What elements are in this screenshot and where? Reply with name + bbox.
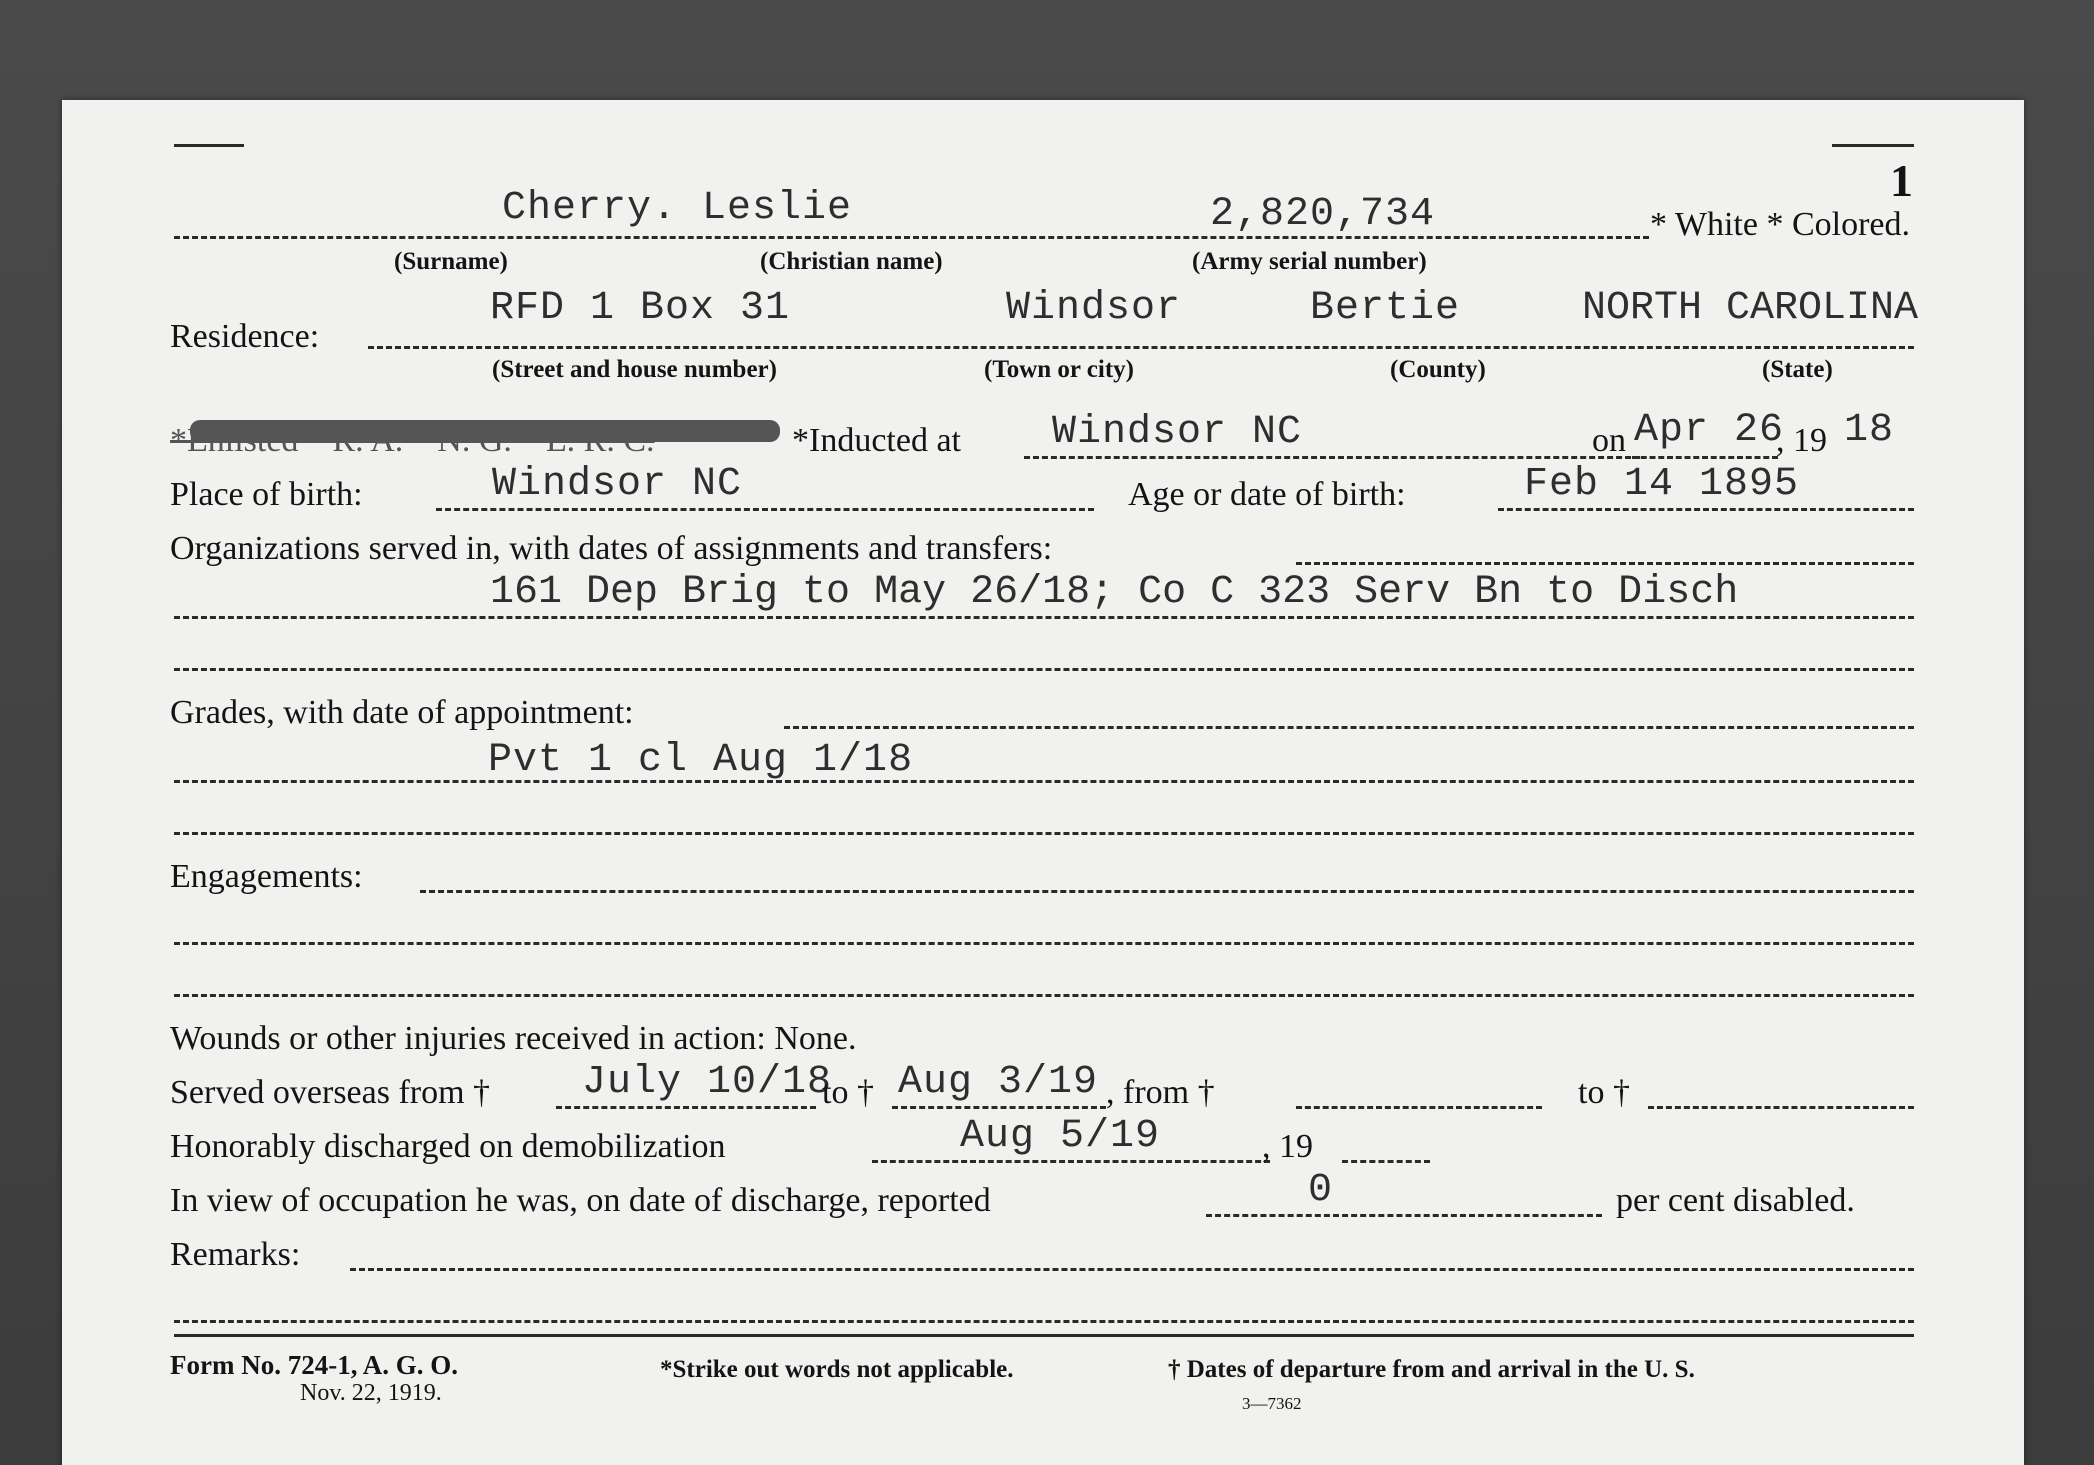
street-caption: (Street and house number): [492, 356, 777, 383]
engagements-label: Engagements:: [170, 858, 363, 895]
enlisted-struck-text: *Enlisted * R. A. * N. G. * E. R. C.: [170, 422, 655, 459]
name-line: [174, 236, 1649, 239]
inducted-label: *Inducted at: [792, 422, 961, 459]
inducted-place: Windsor NC: [1052, 410, 1303, 455]
organizations-label: Organizations served in, with dates of assignments and transfers:: [170, 530, 1053, 567]
overseas-label: Served overseas from †: [170, 1074, 491, 1111]
christian-caption: (Christian name): [760, 248, 943, 275]
inducted-date-line: [1632, 456, 1778, 459]
engagements-line-1: [420, 890, 1914, 893]
birthplace-value: Windsor NC: [492, 462, 743, 507]
remarks-line-1: [350, 1268, 1914, 1271]
inducted-date: Apr 26: [1634, 408, 1785, 453]
birthdate-value: Feb 14 1895: [1524, 462, 1800, 507]
organizations-value: 161 Dep Brig to May 26/18; Co C 323 Serv Bn to Disch: [490, 570, 1739, 615]
overseas-to2-line: [1648, 1106, 1914, 1109]
disability-label: In view of occupation he was, on date of discharge, reported: [170, 1182, 991, 1219]
discharge-year-line: [1342, 1160, 1430, 1163]
wounds-label: Wounds or other injuries received in action: None.: [170, 1020, 857, 1057]
on-label: on: [1592, 422, 1626, 459]
residence-county: Bertie: [1310, 286, 1461, 331]
race-options: * White * Colored.: [1650, 206, 1910, 243]
disability-line: [1206, 1214, 1602, 1217]
state-caption: (State): [1762, 356, 1833, 383]
form-date: Nov. 22, 1919.: [300, 1380, 442, 1406]
inducted-line: [1024, 456, 1640, 459]
year-suffix: 18: [1844, 408, 1895, 453]
print-code: 3—7362: [1242, 1394, 1302, 1413]
overseas-to-line: [892, 1106, 1106, 1109]
overseas-from2-label: , from †: [1106, 1074, 1215, 1111]
birthdate-label: Age or date of birth:: [1128, 476, 1406, 513]
residence-town: Windsor: [1006, 286, 1182, 331]
discharge-year-label: , 19: [1262, 1128, 1313, 1165]
residence-state: NORTH CAROLINA: [1582, 286, 1919, 331]
footer-rule: [174, 1334, 1914, 1337]
organizations-line-3: [174, 668, 1914, 671]
disability-value: 0: [1308, 1168, 1334, 1213]
county-caption: (County): [1390, 356, 1486, 383]
organizations-line-1: [1296, 562, 1914, 565]
birthplace-line: [436, 508, 1094, 511]
remarks-label: Remarks:: [170, 1236, 301, 1273]
surname-caption: (Surname): [394, 248, 508, 275]
record-card: [62, 100, 2024, 1465]
overseas-to-value: Aug 3/19: [898, 1060, 1099, 1105]
overseas-from2-line: [1296, 1106, 1542, 1109]
card-number: 1: [1890, 155, 1913, 206]
remarks-line-2: [174, 1320, 1914, 1323]
overseas-from-line: [556, 1106, 816, 1109]
residence-label: Residence:: [170, 318, 320, 355]
engagements-line-3: [174, 994, 1914, 997]
discharge-line: [872, 1160, 1270, 1163]
serial-value: 2,820,734: [1210, 192, 1436, 237]
disability-suffix: per cent disabled.: [1616, 1182, 1855, 1219]
birthplace-label: Place of birth:: [170, 476, 363, 513]
strike-note: *Strike out words not applicable.: [660, 1356, 1014, 1383]
overseas-from-value: July 10/18: [582, 1060, 833, 1105]
organizations-line-2: [174, 616, 1914, 619]
dates-note: † Dates of departure from and arrival in the U. S.: [1168, 1356, 1695, 1383]
overseas-to2-label: to †: [1578, 1074, 1630, 1111]
birthdate-line: [1498, 508, 1914, 511]
grades-line-3: [174, 832, 1914, 835]
residence-line: [368, 346, 1914, 349]
grades-label: Grades, with date of appointment:: [170, 694, 634, 731]
discharge-label: Honorably discharged on demobilization: [170, 1128, 726, 1165]
form-number: Form No. 724-1, A. G. O.: [170, 1350, 458, 1380]
year-prefix: , 19: [1776, 422, 1827, 459]
overseas-to-label: to †: [822, 1074, 874, 1111]
serial-caption: (Army serial number): [1192, 248, 1427, 275]
surname-value: Cherry. Leslie: [502, 186, 853, 231]
engagements-line-2: [174, 942, 1914, 945]
grades-line-1: [784, 726, 1914, 729]
grades-line-2: [174, 780, 1914, 783]
discharge-value: Aug 5/19: [960, 1114, 1161, 1159]
grades-value: Pvt 1 cl Aug 1/18: [488, 738, 914, 783]
top-right-rule: [1832, 144, 1914, 147]
town-caption: (Town or city): [984, 356, 1134, 383]
residence-street: RFD 1 Box 31: [490, 286, 791, 331]
top-left-rule: [174, 144, 244, 147]
